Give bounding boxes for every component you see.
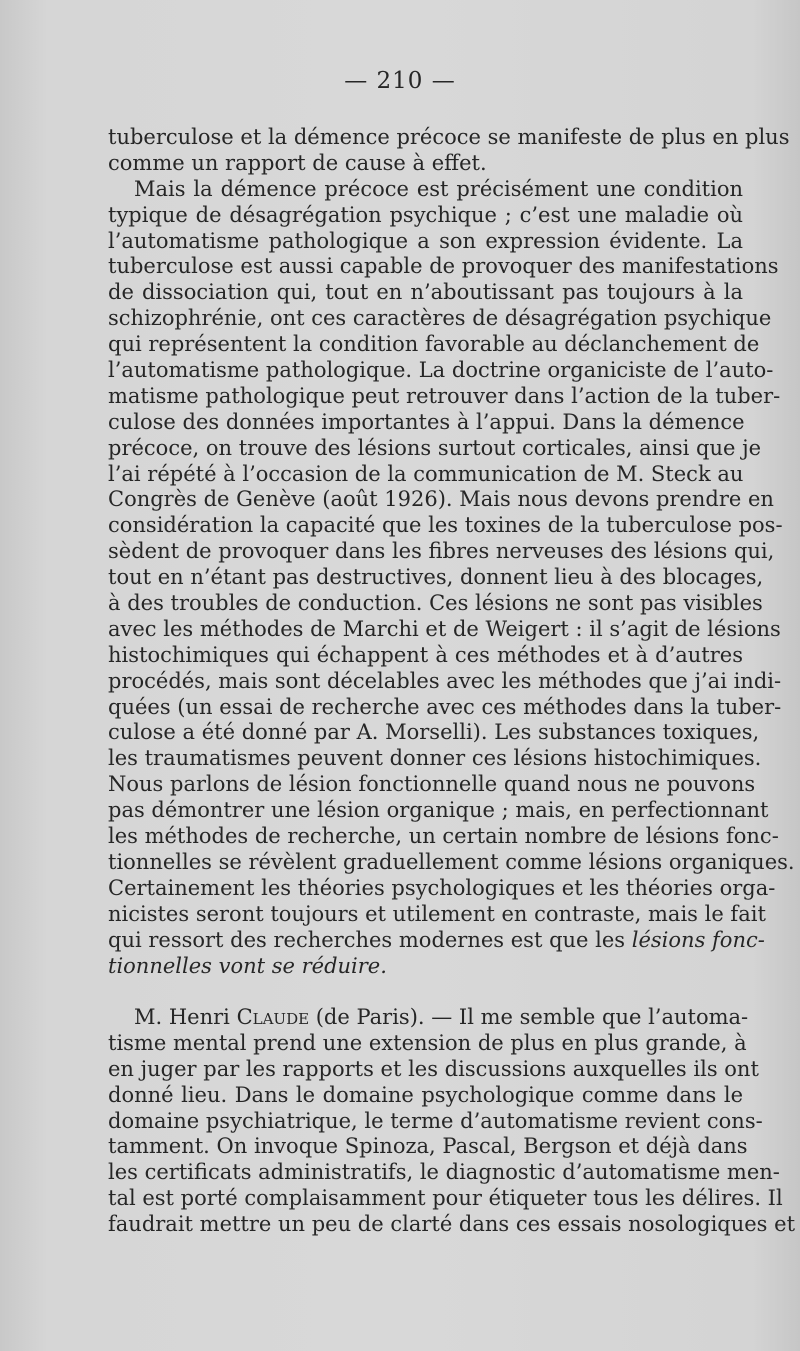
text-line: avec les méthodes de Marchi et de Weigert : il s’agit de lésions — [108, 616, 781, 641]
text-line: tuberculose est aussi capable de provoquer des manifestations — [108, 254, 779, 279]
text-line: Congrès de Genève (août 1926). Mais nous devons prendre en — [108, 487, 774, 512]
text-line: histochimiques qui échappent à ces méthodes et à d’autres — [108, 642, 743, 667]
text-block-claude — [108, 1005, 796, 1238]
text-line: de dissociation qui, tout en n’aboutissant pas toujours à la — [108, 280, 743, 305]
text-line: culose des données importantes à l’appui. Dans la démence — [108, 409, 745, 434]
text-line: comme un rapport de cause à effet. — [108, 150, 487, 175]
text-line: pas démontrer une lésion organique ; mais, en perfectionnant — [108, 798, 769, 823]
text-line: nicistes seront toujours et utilement en contraste, mais le fait — [108, 901, 766, 926]
text-line: qui représentent la condition favorable au déclanchement de — [108, 332, 760, 357]
text-line: tout en n’étant pas destructives, donnent lieu à des blocages, — [108, 565, 764, 590]
text-line: tisme mental prend une extension de plus en plus grande, à — [108, 1030, 747, 1055]
text-line — [108, 1005, 749, 1031]
text-line: tionnelles se révèlent graduellement comme lésions organiques. — [108, 849, 795, 874]
text-line: l’automatisme pathologique a son expression évidente. La — [108, 228, 743, 253]
speaker-prefix: M. Henri — [134, 1005, 230, 1029]
text-line: Nous parlons de lésion fonctionnelle quand nous ne pouvons — [108, 772, 756, 797]
text-line: Mais la démence précoce est précisément une condition — [134, 176, 743, 201]
text-line: les méthodes de recherche, un certain nombre de lésions fonc- — [108, 824, 779, 849]
text-line: considération la capacité que les toxines de la tuberculose pos- — [108, 513, 783, 538]
text-run: qui ressort des recherches modernes est que les — [108, 927, 626, 952]
text-block-main — [108, 125, 795, 979]
text-line: en juger par les rapports et les discussions auxquelles ils ont — [108, 1056, 759, 1081]
text-line — [108, 927, 765, 954]
text-line: tionnelles vont se réduire. — [108, 953, 387, 978]
text-line: précoce, on trouve des lésions surtout corticales, ainsi que je — [108, 435, 762, 460]
text-line: l’automatisme pathologique. La doctrine organiciste de l’auto- — [108, 358, 774, 383]
text-line: les traumatismes peuvent donner ces lésions histochimiques. — [108, 746, 762, 771]
text-line: donné lieu. Dans le domaine psychologique comme dans le — [108, 1082, 743, 1107]
text-line: Certainement les théories psychologiques et les théories orga- — [108, 875, 776, 900]
text-line: les certificats administratifs, le diagnostic d’automatisme men- — [108, 1160, 780, 1185]
text-line: sèdent de provoquer dans les fibres nerveuses des lésions qui, — [108, 539, 775, 564]
text-line: culose a été donné par A. Morselli). Les substances toxiques, — [108, 720, 760, 745]
speaker-name: Claude — [236, 1005, 310, 1029]
text-line: tuberculose et la démence précoce se manifeste de plus en plus — [108, 125, 790, 149]
text-line: procédés, mais sont décelables avec les méthodes que j’ai indi- — [108, 668, 782, 693]
text-run: (de Paris). — Il me semble que l’automa- — [315, 1005, 749, 1029]
text-line: typique de désagrégation psychique ; c’est une maladie où — [108, 202, 743, 227]
text-line: quées (un essai de recherche avec ces méthodes dans la tuber- — [108, 694, 782, 719]
text-line: domaine psychiatrique, le terme d’automatisme revient cons- — [108, 1108, 763, 1133]
text-line: faudrait mettre un peu de clarté dans ces essais nosologiques et — [108, 1212, 796, 1237]
text-line: schizophrénie, ont ces caractères de désagrégation psychique — [108, 306, 772, 331]
text-line: l’ai répété à l’occasion de la communication de M. Steck au — [108, 461, 744, 486]
page-number: — 210 — — [344, 68, 456, 94]
italic-text: lésions fonc- — [631, 927, 765, 952]
text-line: matisme pathologique peut retrouver dans l’action de la tuber- — [108, 383, 781, 408]
text-line: tal est porté complaisamment pour étiqueter tous les délires. Il — [108, 1186, 783, 1211]
text-line: tamment. On invoque Spinoza, Pascal, Bergson et déjà dans — [108, 1134, 748, 1159]
text-line: à des troubles de conduction. Ces lésions ne sont pas visibles — [108, 591, 763, 616]
